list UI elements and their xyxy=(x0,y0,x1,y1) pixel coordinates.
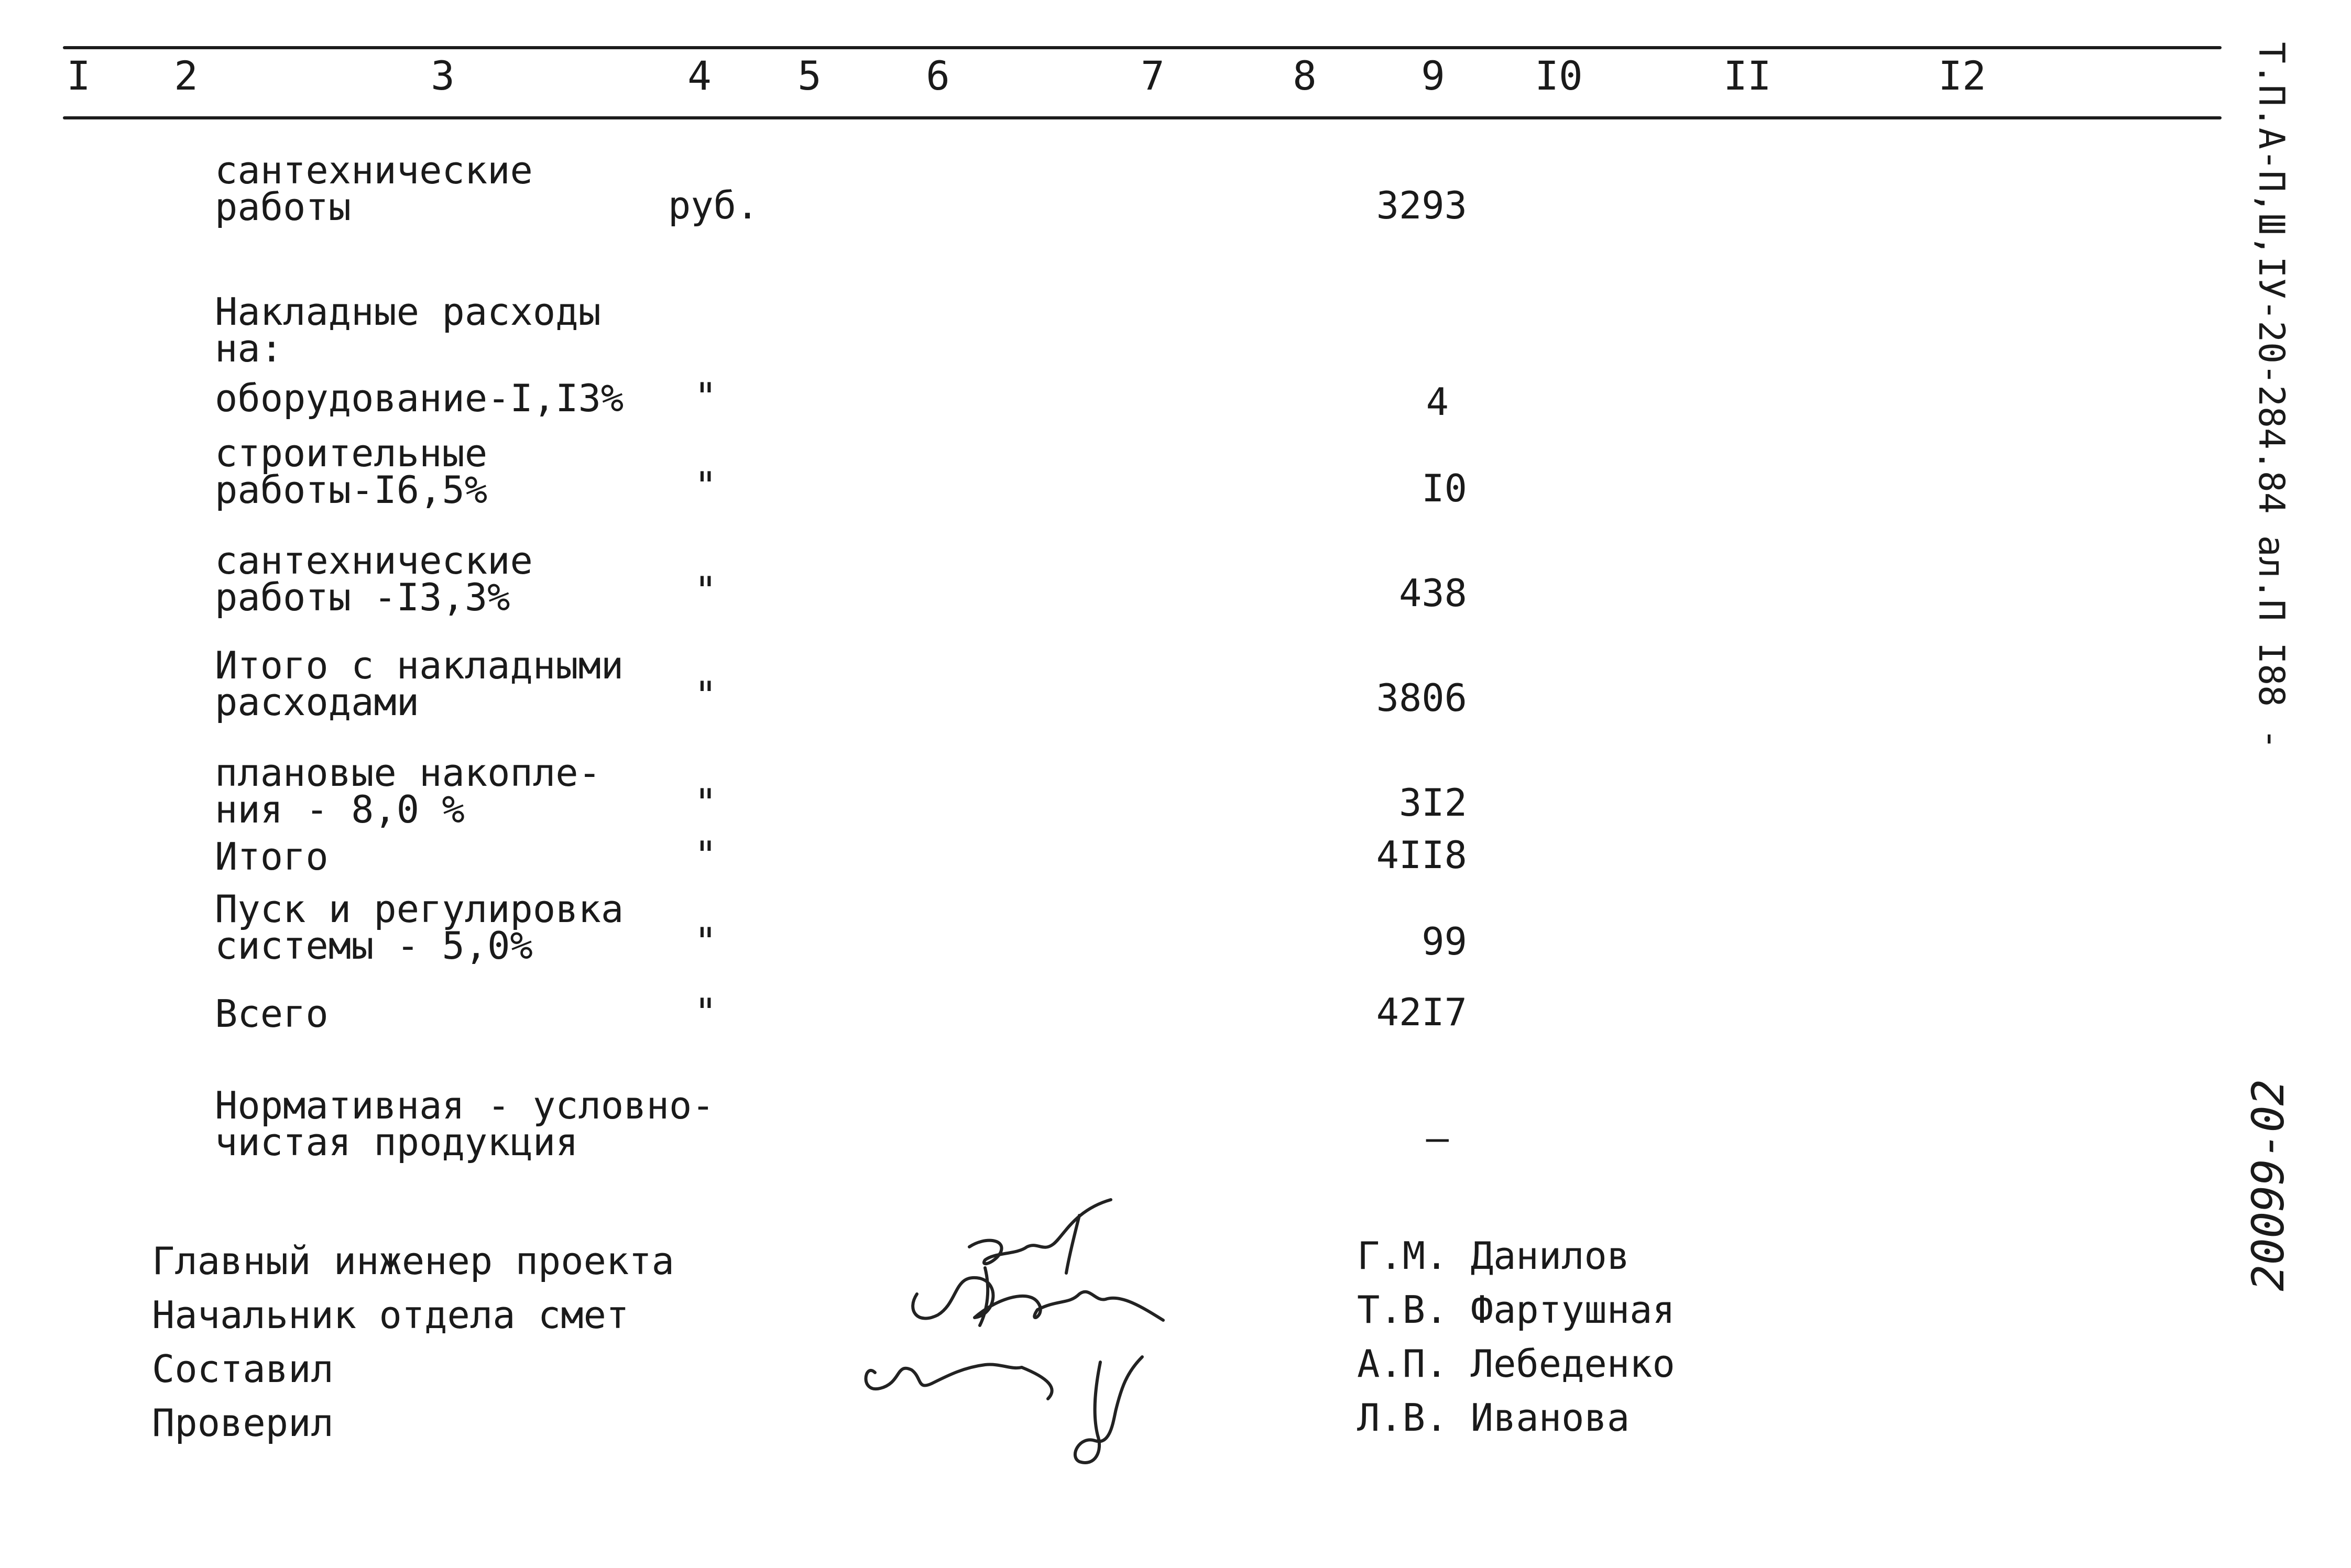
row-label: строительные работы-I6,5% xyxy=(215,431,488,512)
signature-name: Л.В. Иванова xyxy=(1357,1396,1630,1440)
column-number: I2 xyxy=(1938,52,1986,99)
row-label: оборудование-I,I3% xyxy=(215,376,624,420)
row-value: 438 xyxy=(1398,571,1467,615)
row-value: 3806 xyxy=(1376,676,1467,720)
row-unit: " xyxy=(694,781,717,825)
column-number: II xyxy=(1723,52,1772,99)
row-label: Накладные расходы на: xyxy=(215,290,601,370)
handwritten-signatures xyxy=(828,1189,1226,1483)
column-number: 4 xyxy=(687,52,712,99)
header-bottom-rule xyxy=(63,116,2222,119)
column-number: 7 xyxy=(1141,52,1165,99)
row-value: 3293 xyxy=(1376,183,1467,227)
row-label: Всего xyxy=(215,992,329,1036)
row-label: Итого xyxy=(215,835,329,879)
column-number: 8 xyxy=(1293,52,1317,99)
row-unit: " xyxy=(694,568,717,612)
row-value: 42I7 xyxy=(1376,990,1467,1034)
row-value: 99 xyxy=(1421,919,1467,963)
row-unit: " xyxy=(694,919,717,963)
row-value: 4II8 xyxy=(1376,833,1467,877)
row-value: I0 xyxy=(1421,466,1467,510)
row-unit: " xyxy=(694,833,717,877)
signature-name: Г.М. Данилов xyxy=(1357,1234,1630,1278)
row-value: – xyxy=(1426,1116,1449,1160)
row-value: 4 xyxy=(1426,380,1449,424)
row-label: сантехнические работы xyxy=(215,148,533,229)
inventory-number: 20099-02 xyxy=(2243,1079,2294,1291)
signature-role: Начальник отдела смет xyxy=(152,1293,629,1337)
row-unit: " xyxy=(694,464,717,508)
row-value: 3I2 xyxy=(1398,781,1467,825)
column-number: 2 xyxy=(174,52,198,99)
row-unit: " xyxy=(694,673,717,717)
column-number: I0 xyxy=(1535,52,1583,99)
row-label: плановые накопле- ния - 8,0 % xyxy=(215,751,601,831)
row-unit: " xyxy=(694,375,717,419)
signature-name: А.П. Лебеденко xyxy=(1357,1342,1675,1386)
row-unit: " xyxy=(694,990,717,1034)
column-number: 9 xyxy=(1421,52,1445,99)
signature-role: Проверил xyxy=(152,1401,334,1445)
row-label: Пуск и регулировка системы - 5,0% xyxy=(215,887,624,968)
column-number: 3 xyxy=(431,52,455,99)
document-code: Т.П.А-П,Ш,IУ-20-284.84 ал.П I88 - xyxy=(2250,42,2292,750)
row-label: сантехнические работы -I3,3% xyxy=(215,539,533,619)
row-unit: руб. xyxy=(668,183,759,227)
column-number: I xyxy=(67,52,91,99)
column-number: 5 xyxy=(797,52,822,99)
signature-role: Главный инженер проекта xyxy=(152,1239,674,1283)
row-label: Нормативная - условно- чистая продукция xyxy=(215,1083,715,1164)
signature-name: Т.В. Фартушная xyxy=(1357,1288,1675,1332)
row-label: Итого с накладными расходами xyxy=(215,643,624,724)
column-number: 6 xyxy=(926,52,950,99)
header-top-rule xyxy=(63,46,2222,49)
signature-role: Составил xyxy=(152,1347,334,1391)
